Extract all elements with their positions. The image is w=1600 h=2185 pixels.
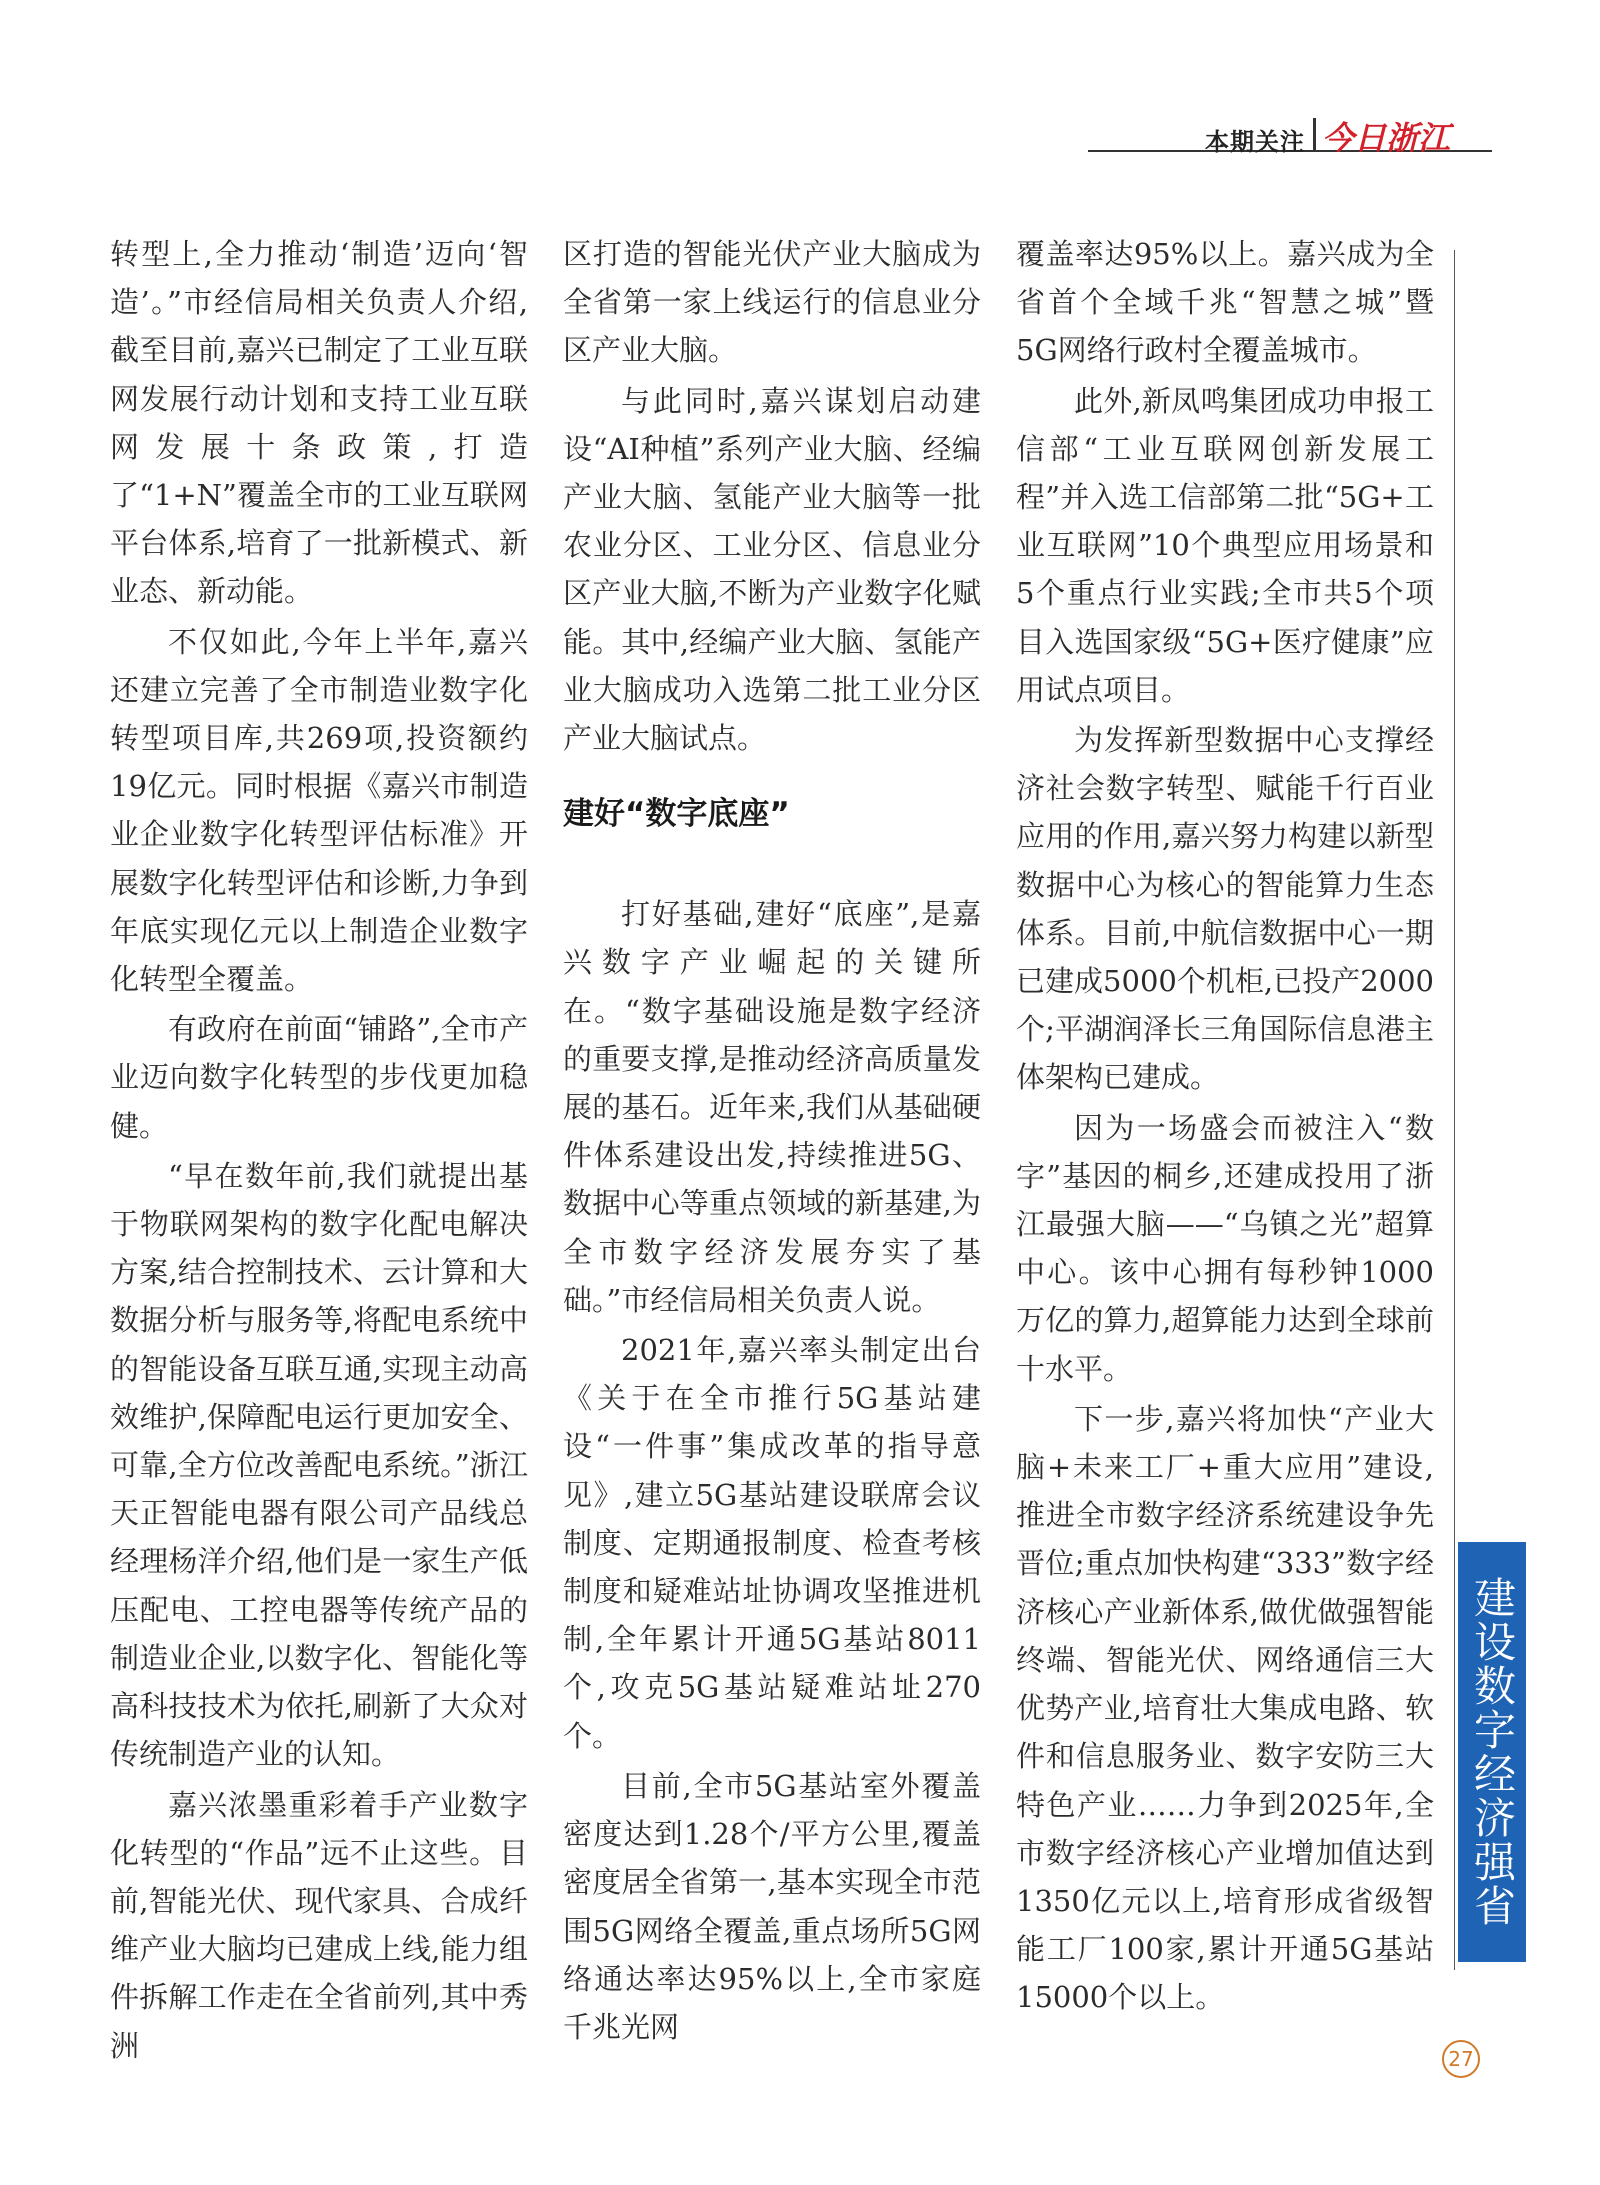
column-divider: [1454, 250, 1455, 1970]
side-tab-label: 建设数字经济强省: [1468, 1576, 1517, 1928]
section-side-tab: [1458, 1542, 1526, 1962]
paragraph: 嘉兴浓墨重彩着手产业数字化转型的“作品”远不止这些。目前,智能光伏、现代家具、合成纤维产业大脑均已建成上线,能力组件拆解工作走在全省前列,其中秀洲: [110, 1787, 528, 2063]
article-column-2: [563, 230, 981, 2053]
paragraph: 2021年,嘉兴率头制定出台《关于在全市推行5G基站建设“一件事”集成改革的指导意见》,建立5G基站建设联席会议制度、定期通报制度、检查考核制度和疑难站址协调攻坚推进机制,全年累计开通5G基站8011个,攻克5G基站疑难站址270个。: [563, 1333, 981, 1753]
paragraph: 下一步,嘉兴将加快“产业大脑+未来工厂+重大应用”建设,推进全市数字经济系统建设争先晋位;重点加快构建“333”数字经济核心产业新体系,做优做强智能终端、智能光伏、网络通信三大优势产业,培育壮大集成电路、软件和信息服务业、数字安防三大特色产业……力争到2025年,全市数字经济核心产业增加值达到1350亿元以上,培育形成省级智能工厂100家,累计开通5G基站15000个以上。: [1016, 1401, 1434, 2015]
header-divider: [1313, 118, 1316, 152]
paragraph: 覆盖率达95%以上。嘉兴成为全省首个全域千兆“智慧之城”暨5G网络行政村全覆盖城市。: [1016, 237, 1434, 368]
paragraph: 目前,全市5G基站室外覆盖密度达到1.28个/平方公里,覆盖密度居全省第一,基本实现全市范围5G网络全覆盖,重点场所5G网络通达率达95%以上,全市家庭千兆光网: [563, 1768, 981, 2044]
paragraph: 不仅如此,今年上半年,嘉兴还建立完善了全市制造业数字化转型项目库,共269项,投资额约19亿元。同时根据《嘉兴市制造业企业数字化转型评估标准》开展数字化转型评估和诊断,力争到年底实现亿元以上制造企业数字化转型全覆盖。: [110, 624, 528, 997]
paragraph: 与此同时,嘉兴谋划启动建设“AI种植”系列产业大脑、经编产业大脑、氢能产业大脑等一批农业分区、工业分区、信息业分区产业大脑,不断为产业数字化赋能。其中,经编产业大脑、氢能产业大脑成功入选第二批工业分区产业大脑试点。: [563, 383, 981, 756]
section-heading: 建好“数字底座”: [563, 796, 790, 833]
paragraph: 此外,新凤鸣集团成功申报工信部“工业互联网创新发展工程”并入选工信部第二批“5G+工业互联网”10个典型应用场景和5个重点行业实践;全市共5个项目入选国家级“5G+医疗健康”应用试点项目。: [1016, 383, 1434, 707]
magazine-logo: 今日浙江: [1322, 119, 1451, 157]
paragraph: “早在数年前,我们就提出基于物联网架构的数字化配电解决方案,结合控制技术、云计算和大数据分析与服务等,将配电系统中的智能设备互联互通,实现主动高效维护,保障配电运行更加安全、可靠,全方位改善配电系统。”浙江天正智能电器有限公司产品线总经理杨洋介绍,他们是一家生产低压配电、工控电器等传统产品的制造业企业,以数字化、智能化等高科技技术为依托,刷新了大众对传统制造产业的认知。: [110, 1158, 528, 1772]
paragraph: 转型上,全力推动‘制造’迈向‘智造’。”市经信局相关负责人介绍,截至目前,嘉兴已制定了工业互联网发展行动计划和支持工业互联网发展十条政策,打造了“1+N”覆盖全市的工业互联网平台体系,培育了一批新模式、新业态、新动能。: [110, 237, 528, 609]
article-column-1: [110, 230, 528, 2072]
article-column-3: [1016, 230, 1434, 2024]
paragraph: 有政府在前面“铺路”,全市产业迈向数字化转型的步伐更加稳健。: [110, 1012, 528, 1143]
paragraph: 区打造的智能光伏产业大脑成为全省第一家上线运行的信息业分区产业大脑。: [563, 237, 981, 368]
paragraph: 因为一场盛会而被注入“数字”基因的桐乡,还建成投用了浙江最强大脑——“乌镇之光”超算中心。该中心拥有每秒钟1000万亿的算力,超算能力达到全球前十水平。: [1016, 1110, 1434, 1386]
paragraph: 打好基础,建好“底座”,是嘉兴数字产业崛起的关键所在。“数字基础设施是数字经济的重要支撑,是推动经济高质量发展的基石。近年来,我们从基础硬件体系建设出发,持续推进5G、数据中心等重点领域的新基建,为全市数字经济发展夯实了基础。”市经信局相关负责人说。: [563, 897, 981, 1317]
section-label: 本期关注: [1205, 128, 1305, 156]
paragraph: 为发挥新型数据中心支撑经济社会数字转型、赋能千行百业应用的作用,嘉兴努力构建以新型数据中心为核心的智能算力生态体系。目前,中航信数据中心一期已建成5000个机柜,已投产2000个;平湖润泽长三角国际信息港主体架构已建成。: [1016, 723, 1434, 1095]
page-number: 27: [1442, 2040, 1480, 2078]
